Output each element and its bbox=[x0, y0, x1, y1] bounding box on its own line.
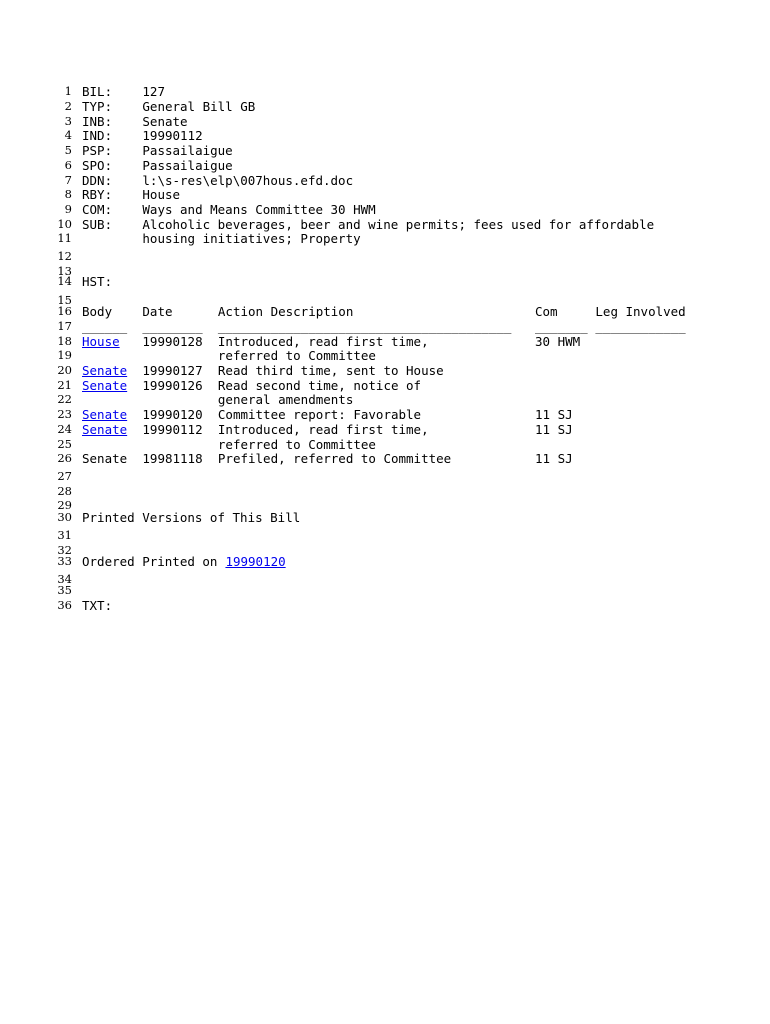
field-label: RBY: bbox=[82, 187, 113, 202]
bill-field-row bbox=[0, 158, 770, 173]
line-number: 24 bbox=[57, 422, 72, 436]
line-number: 13 bbox=[57, 264, 72, 278]
field-value: l:\s-res\elp\007hous.efd.doc bbox=[142, 173, 354, 188]
line-number: 26 bbox=[57, 451, 72, 465]
line-number: 5 bbox=[64, 143, 72, 157]
field-value: House bbox=[142, 187, 181, 202]
line-number: 9 bbox=[64, 202, 72, 216]
line-number: 4 bbox=[64, 128, 72, 142]
line-number: 30 bbox=[57, 510, 72, 524]
action-date: 19981118 bbox=[142, 451, 203, 466]
body-link[interactable]: Senate bbox=[82, 378, 128, 393]
bill-field-row bbox=[0, 114, 770, 129]
committee-code: 30 HWM bbox=[535, 334, 581, 349]
action-date: 19990126 bbox=[142, 378, 203, 393]
field-value: Senate bbox=[142, 114, 188, 129]
field-value: housing initiatives; Property bbox=[142, 231, 361, 246]
line-number: 35 bbox=[57, 583, 72, 597]
column-rule: ________ bbox=[142, 319, 203, 334]
committee-code: 11 SJ bbox=[535, 422, 573, 437]
ordered-printed-date-link[interactable]: 19990120 bbox=[225, 554, 286, 569]
line-number: 28 bbox=[57, 484, 72, 498]
blank-line bbox=[0, 484, 770, 499]
bill-field-row bbox=[0, 231, 770, 246]
line-number: 23 bbox=[57, 407, 72, 421]
col-header-date: Date bbox=[142, 304, 173, 319]
field-value: Alcoholic beverages, beer and wine permits; fees used for affordable bbox=[142, 217, 655, 232]
line-number: 18 bbox=[57, 334, 72, 348]
body-link[interactable]: Senate bbox=[82, 363, 128, 378]
line-number: 1 bbox=[64, 84, 72, 98]
committee-code: 11 SJ bbox=[535, 451, 573, 466]
line-number: 21 bbox=[57, 378, 72, 392]
ordered-printed-label: Ordered Printed on bbox=[82, 554, 218, 569]
field-value: 19990112 bbox=[142, 128, 203, 143]
action-date: 19990127 bbox=[142, 363, 203, 378]
line-number: 8 bbox=[64, 187, 72, 201]
field-label: TYP: bbox=[82, 99, 113, 114]
history-row bbox=[0, 334, 770, 349]
history-row bbox=[0, 392, 770, 407]
field-label: IND: bbox=[82, 128, 113, 143]
action-date: 19990120 bbox=[142, 407, 203, 422]
txt-label-row bbox=[0, 598, 770, 613]
blank-line bbox=[0, 249, 770, 264]
printed-versions-heading: Printed Versions of This Bill bbox=[82, 510, 301, 525]
bill-field-row bbox=[0, 217, 770, 232]
action-description: Read third time, sent to House bbox=[217, 363, 444, 378]
line-number: 16 bbox=[57, 304, 72, 318]
history-row bbox=[0, 451, 770, 466]
history-row bbox=[0, 422, 770, 437]
bill-field-row bbox=[0, 202, 770, 217]
field-label: PSP: bbox=[82, 143, 113, 158]
field-label: SUB: bbox=[82, 217, 113, 232]
col-header-action: Action Description bbox=[217, 304, 354, 319]
ordered-printed-row bbox=[0, 554, 770, 569]
line-number: 19 bbox=[57, 348, 72, 362]
field-label: SPO: bbox=[82, 158, 113, 173]
txt-label: TXT: bbox=[82, 598, 113, 613]
line-number: 14 bbox=[57, 274, 72, 288]
field-value: General Bill GB bbox=[142, 99, 256, 114]
action-date: 19990112 bbox=[142, 422, 203, 437]
column-rule: ____________ bbox=[595, 319, 686, 334]
line-number: 20 bbox=[57, 363, 72, 377]
bill-field-row bbox=[0, 84, 770, 99]
field-label: COM: bbox=[82, 202, 113, 217]
column-rule: _______________________________________ bbox=[217, 319, 512, 334]
line-number: 15 bbox=[57, 293, 72, 307]
blank-line bbox=[0, 583, 770, 598]
line-number: 2 bbox=[64, 99, 72, 113]
field-label: BIL: bbox=[82, 84, 113, 99]
field-label: INB: bbox=[82, 114, 113, 129]
action-description: Introduced, read first time, bbox=[217, 334, 429, 349]
blank-line bbox=[0, 469, 770, 484]
bill-field-row bbox=[0, 173, 770, 188]
line-number: 29 bbox=[57, 498, 72, 512]
line-number: 3 bbox=[64, 114, 72, 128]
history-row bbox=[0, 437, 770, 452]
line-number: 10 bbox=[57, 217, 72, 231]
action-description: Read second time, notice of bbox=[217, 378, 422, 393]
field-label: DDN: bbox=[82, 173, 113, 188]
line-number: 31 bbox=[57, 528, 72, 542]
action-date: 19990128 bbox=[142, 334, 203, 349]
action-description: Committee report: Favorable bbox=[217, 407, 422, 422]
column-rule: ______ bbox=[82, 319, 128, 334]
body-text: Senate bbox=[82, 451, 128, 466]
col-header-com: Com bbox=[535, 304, 558, 319]
history-row bbox=[0, 348, 770, 363]
column-rule: _______ bbox=[535, 319, 588, 334]
line-number: 34 bbox=[57, 572, 72, 586]
body-link[interactable]: Senate bbox=[82, 422, 128, 437]
line-number: 32 bbox=[57, 543, 72, 557]
history-row bbox=[0, 378, 770, 393]
history-header-row bbox=[0, 304, 770, 319]
history-rule-row bbox=[0, 319, 770, 334]
blank-line bbox=[0, 528, 770, 543]
action-description: referred to Committee bbox=[217, 437, 376, 452]
field-value: Passailaigue bbox=[142, 158, 233, 173]
body-link[interactable]: Senate bbox=[82, 407, 128, 422]
line-number: 22 bbox=[57, 392, 72, 406]
line-number: 17 bbox=[57, 319, 72, 333]
line-number: 27 bbox=[57, 469, 72, 483]
line-number: 33 bbox=[57, 554, 72, 568]
line-number: 25 bbox=[57, 437, 72, 451]
field-value: Ways and Means Committee 30 HWM bbox=[142, 202, 376, 217]
line-number: 7 bbox=[64, 173, 72, 187]
line-number: 12 bbox=[57, 249, 72, 263]
printed-versions-row bbox=[0, 510, 770, 525]
action-description: Introduced, read first time, bbox=[217, 422, 429, 437]
history-row bbox=[0, 407, 770, 422]
history-label: HST: bbox=[82, 274, 113, 289]
line-number: 11 bbox=[57, 231, 72, 245]
bill-field-row bbox=[0, 128, 770, 143]
field-value: Passailaigue bbox=[142, 143, 233, 158]
bill-field-row bbox=[0, 187, 770, 202]
field-value: 127 bbox=[142, 84, 165, 99]
line-number: 6 bbox=[64, 158, 72, 172]
body-link[interactable]: House bbox=[82, 334, 120, 349]
action-description: general amendments bbox=[217, 392, 354, 407]
bill-field-row bbox=[0, 99, 770, 114]
col-header-body: Body bbox=[82, 304, 113, 319]
action-description: referred to Committee bbox=[217, 348, 376, 363]
line-number: 36 bbox=[57, 598, 72, 612]
history-label-row bbox=[0, 274, 770, 289]
committee-code: 11 SJ bbox=[535, 407, 573, 422]
history-row bbox=[0, 363, 770, 378]
bill-field-row bbox=[0, 143, 770, 158]
action-description: Prefiled, referred to Committee bbox=[217, 451, 452, 466]
col-header-leg: Leg Involved bbox=[595, 304, 686, 319]
